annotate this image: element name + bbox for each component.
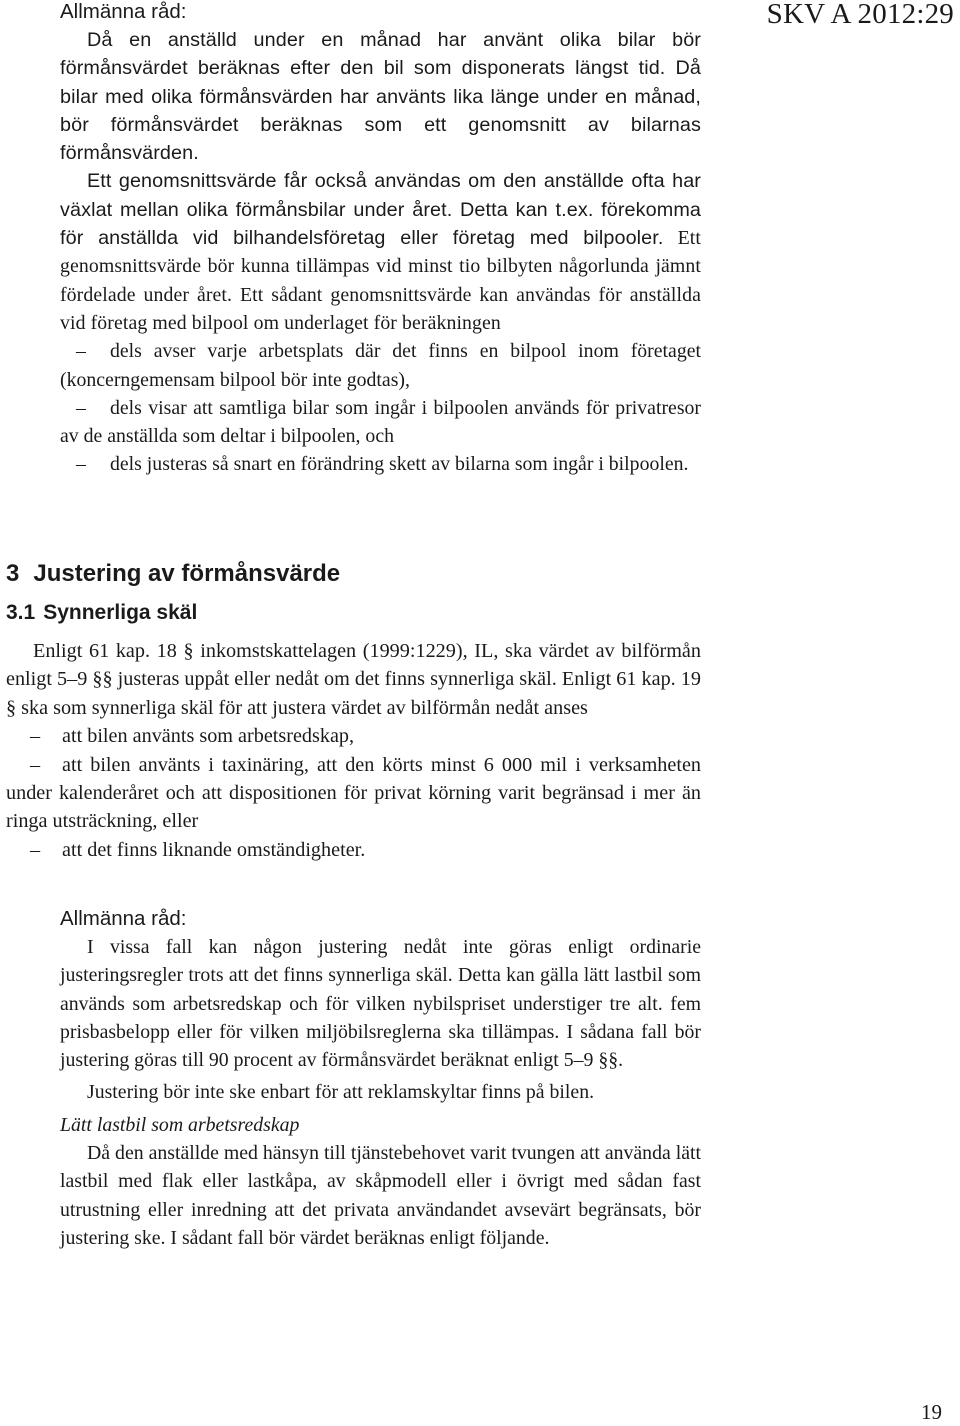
advice-paragraph: Då en anställd under en månad har använt olika bilar bör förmånsvärdet beräknas efter den bil som disponerats längst tid. Då bilar med olika förmånsvärden har använts lika länge under en månad, bör förmånsvärdet beräknas som ett genomsnitt av bilarnas förmånsvärden. [60, 29, 701, 165]
list-item [6, 722, 701, 750]
section-number: 3 [6, 560, 20, 587]
list-item [6, 751, 701, 836]
list-item [6, 836, 701, 864]
subsection-title: Synnerliga skäl [43, 601, 198, 624]
list-item-text: dels justeras så snart en förändring skett av bilarna som ingår i bilpoolen. [110, 453, 689, 476]
list-item-text: att bilen använts som arbetsredskap, [62, 725, 355, 748]
list-item [60, 450, 701, 478]
page-number: 19 [921, 1400, 942, 1424]
subsection-heading [6, 601, 197, 625]
list-item-text: dels avser varje arbetsplats där det finns en bilpool inom företaget (koncerngemensam bilpool bör inte godtas), [60, 340, 701, 391]
list-item-text: att bilen använts i taxinäring, att den körts minst 6 000 mil i verksamheten under kalenderåret och att dispositionen för privat körning varit begränsad i mer än ringa utsträckning, eller [6, 753, 701, 833]
advice-paragraph-part: Ett genomsnittsvärde bör kunna tillämpas vid minst tio bilbyten någorlunda jämnt fördelade under året. Ett sådant genomsnittsvärde kan användas för anställda vid företag med bilpool om underlaget för beräkningen [60, 227, 701, 334]
advice-paragraph-part: Ett genomsnittsvärde får också användas om den anställde ofta har växlat mellan olika förmånsbilar under året. Detta kan t.ex. förekomma för anställda vid bilhandelsföretag eller företag med bilpooler. [60, 170, 701, 250]
advice-paragraph: Justering bör inte ske enbart för att reklamskyltar finns på bilen. [87, 1081, 595, 1104]
general-advice-heading: Allmänna råd: [60, 907, 187, 930]
body-paragraph: Enligt 61 kap. 18 § inkomstskattelagen (1999:1229), IL, ska värdet av bilförmån enligt 5–9 §§ justeras uppåt eller nedåt om det finns synnerliga skäl. Enligt 61 kap. 19 § ska som synnerliga skäl för att justera värdet av bilförmån nedåt anses [6, 640, 701, 719]
section-heading [6, 560, 340, 588]
dash-marker: – [76, 340, 86, 363]
section-body [6, 637, 701, 864]
section-title: Justering av förmånsvärde [33, 560, 341, 587]
list-item-text: dels visar att samtliga bilar som ingår i bilpoolen används för privatresor av de anställda som deltar i bilpoolen, och [60, 396, 701, 448]
document-code: SKV A 2012:29 [766, 0, 954, 30]
dash-marker: – [30, 725, 41, 748]
general-advice-body [60, 26, 701, 479]
dash-marker: – [30, 753, 41, 776]
subsection-number: 3.1 [6, 601, 36, 624]
list-item [60, 337, 701, 394]
dash-marker: – [76, 453, 86, 476]
advice-paragraph: I vissa fall kan någon justering nedåt inte göras enligt ordinarie justeringsregler trots att det finns synnerliga skäl. Detta kan gälla lätt lastbil som används som arbetsredskap och för vilken nybilspriset understiger tre alt. fem prisbasbelopp eller för vilken miljöbilsreglerna ska tillämpas. I sådana fall bör justering göras till 90 procent av förmånsvärdet beräknat enligt 5–9 §§. [60, 936, 701, 1072]
advice-subheading: Lätt lastbil som arbetsredskap [60, 1113, 300, 1136]
list-item-text: att det finns liknande omständigheter. [62, 838, 366, 861]
general-advice-heading: Allmänna råd: [60, 0, 187, 23]
list-item [60, 394, 701, 451]
advice-paragraph: Då den anställde med hänsyn till tjänstebehovet varit tvungen att använda lätt lastbil med flak eller lastkåpa, av skåpmodell eller i övrigt med sådan fast utrustning eller inredning att det privata användandet avsevärt begränsats, bör justering ske. I sådant fall bör värdet beräknas enligt följande. [60, 1142, 701, 1249]
dash-marker: – [30, 838, 41, 861]
general-advice-block-1 [60, 0, 701, 479]
advice-paragraph [60, 167, 701, 337]
general-advice-block-2 [60, 905, 701, 1252]
dash-marker: – [76, 396, 86, 419]
